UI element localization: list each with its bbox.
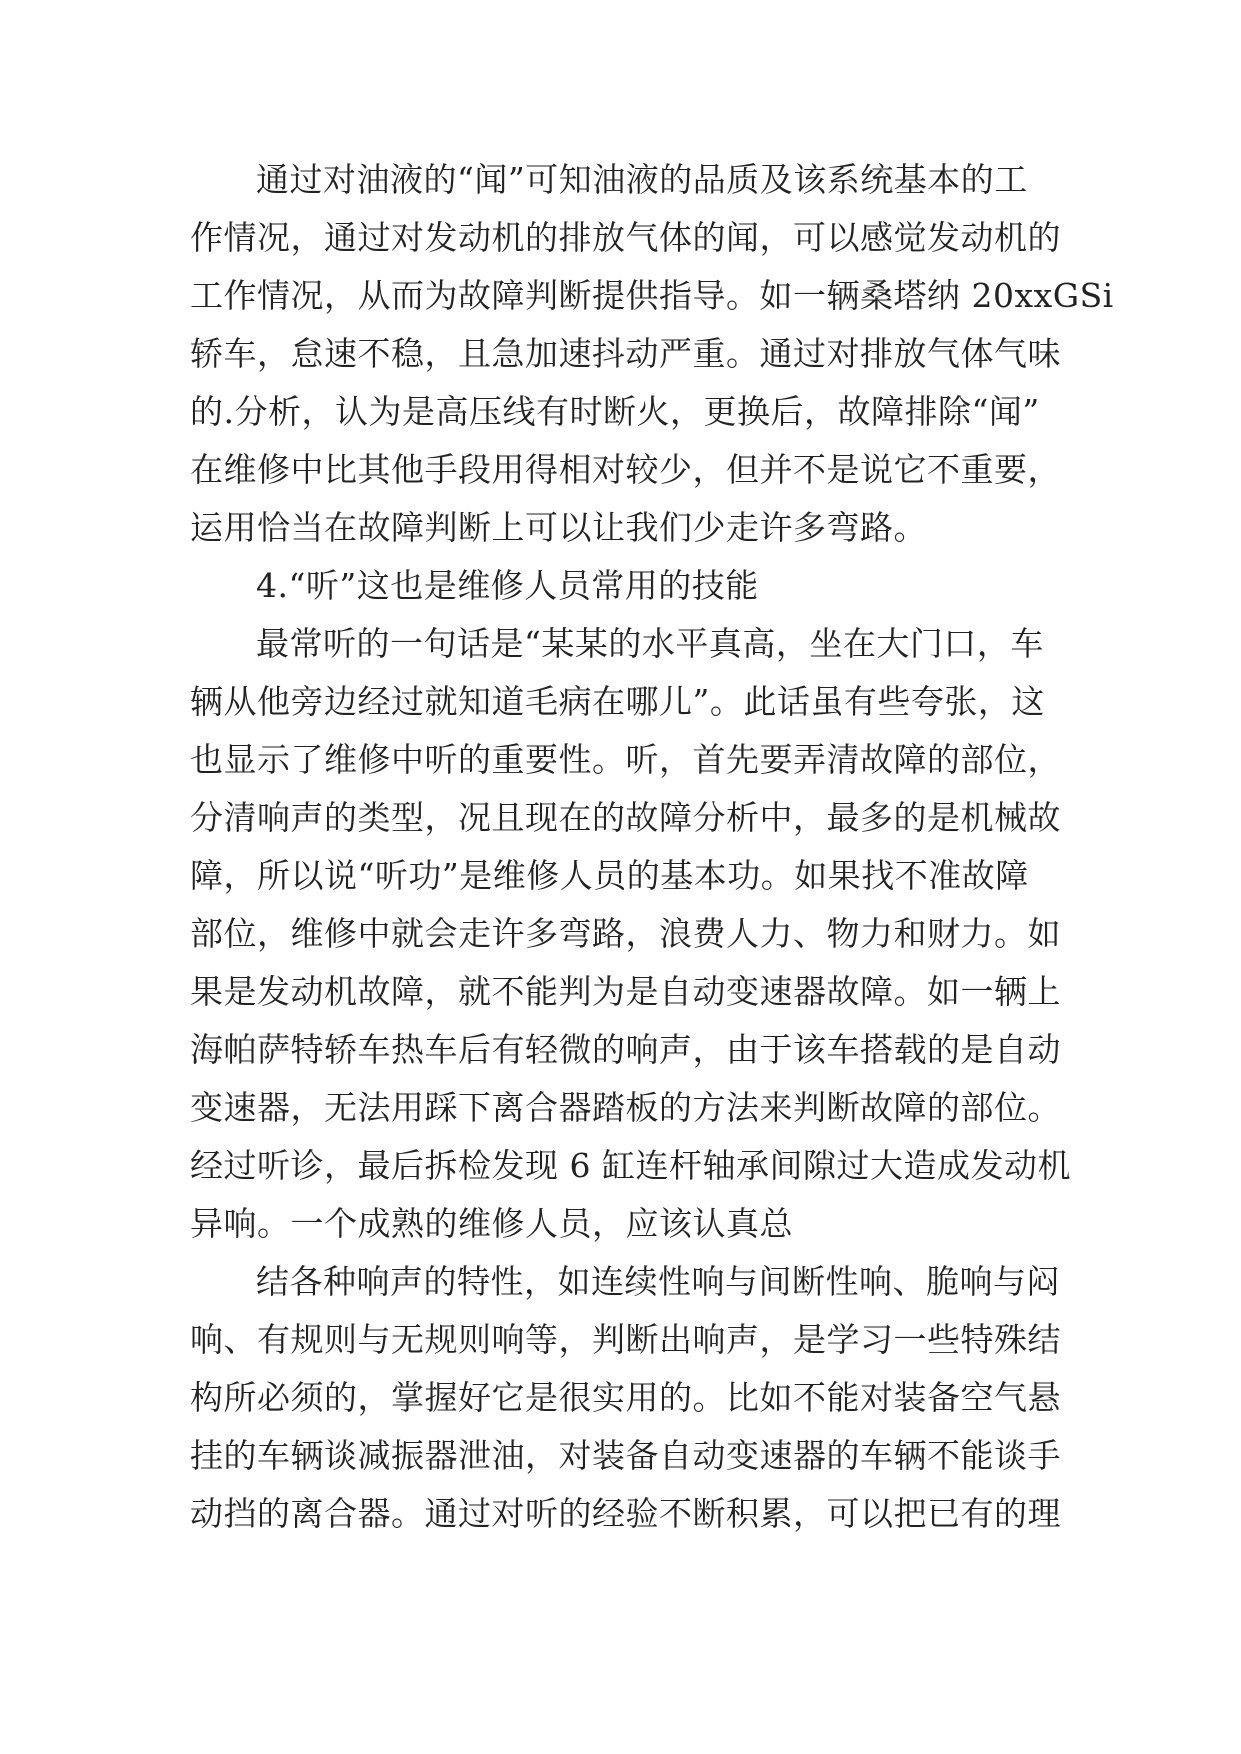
paragraph-line: 最常听的一句话是“某某的水平真高，坐在大门口，车 [256,624,1044,663]
paragraph-line: 动挡的离合器。通过对听的经验不断积累，可以把已有的理 [190,1494,1061,1533]
paragraph-line: 运用恰当在故障判断上可以让我们少走许多弯路。 [190,508,927,547]
paragraph-line: 在维修中比其他手段用得相对较少，但并不是说它不重要， [190,450,1061,489]
paragraph-line: 辆从他旁边经过就知道毛病在哪儿”。此话虽有些夸张，这 [190,682,1045,721]
paragraph-line: 变速器，无法用踩下离合器踏板的方法来判断故障的部位。 [190,1088,1061,1127]
paragraph-line: 结各种响声的特性，如连续性响与间断性响、脆响与闷 [256,1262,1060,1301]
paragraph-line: 构所必须的，掌握好它是很实用的。比如不能对装备空气悬 [190,1378,1061,1417]
paragraph-line: 作情况，通过对发动机的排放气体的闻，可以感觉发动机的 [190,218,1061,257]
paragraph-line: 通过对油液的“闻”可知油液的品质及该系统基本的工 [256,160,1028,199]
section-heading: 4.“听”这也是维修人员常用的技能 [256,566,759,605]
paragraph-line: 也显示了维修中听的重要性。听，首先要弄清故障的部位， [190,740,1061,779]
paragraph-line: 部位，维修中就会走许多弯路，浪费人力、物力和财力。如 [190,914,1061,953]
paragraph-line: 异响。一个成熟的维修人员，应该认真总 [190,1204,793,1243]
paragraph-line: 分清响声的类型，况且现在的故障分析中，最多的是机械故 [190,798,1061,837]
paragraph-line: 挂的车辆谈减振器泄油，对装备自动变速器的车辆不能谈手 [190,1436,1061,1475]
paragraph-line: 轿车，怠速不稳，且急加速抖动严重。通过对排放气体气味 [190,334,1061,373]
paragraph-line: 障，所以说“听功”是维修人员的基本功。如果找不准故障 [190,856,1029,895]
paragraph-line: 经过听诊，最后拆检发现 6 缸连杆轴承间隙过大造成发动机 [190,1146,1071,1185]
paragraph-line: 的.分析，认为是高压线有时断火，更换后，故障排除“闻” [190,392,1040,431]
paragraph-line: 海帕萨特轿车热车后有轻微的响声，由于该车搭载的是自动 [190,1030,1061,1069]
paragraph-line: 响、有规则与无规则响等，判断出响声，是学习一些特殊结 [190,1320,1061,1359]
paragraph-line: 工作情况，从而为故障判断提供指导。如一辆桑塔纳 20xxGSi [190,276,1114,315]
paragraph-line: 果是发动机故障，就不能判为是自动变速器故障。如一辆上 [190,972,1061,1011]
